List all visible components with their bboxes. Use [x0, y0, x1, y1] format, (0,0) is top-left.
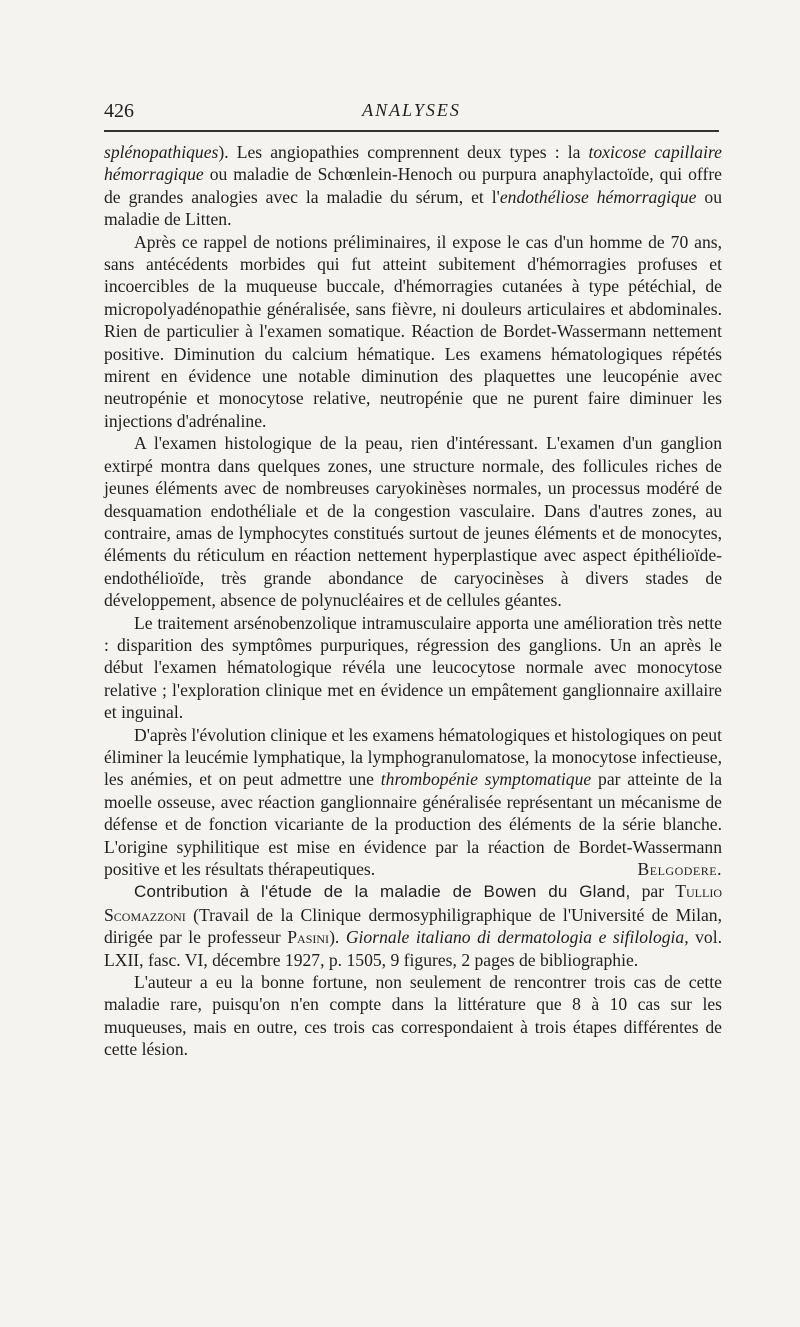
text-run: D'après l'évolution clinique et les examens hématologiques et histologiques on peut éliminer la leucémie lymphatique, la lymphogranulomatose, la monocytose infectieuse, les anémies, et on peut admettre une: [104, 724, 722, 790]
paragraph: [104, 724, 722, 881]
journal-title: Giornale italiano di dermatologia e sifilologia,: [345, 927, 689, 948]
italic-term: splénopathiques: [104, 142, 219, 162]
text-run: ou maladie de Schœnlein-Henoch ou purpura anaphylactoïde, qui offre de grandes analogies avec la maladie du sérum, et l': [104, 164, 722, 207]
reference-details: vol. LXII, fasc. VI, décembre 1927, p. 1505, 9 figures, 2 pages de bibliographie.: [104, 927, 723, 970]
paragraph: Après ce rappel de notions préliminaires, il expose le cas d'un homme de 70 ans, sans antécédents morbides qui fut atteint subitement d'hémorragies profuses et incoercibles de la muqueuse buccale, d'hémorragies cutanées à type pétéchial, de micropolyadénopathie généralisée, sans fièvre, ni douleurs articulaires et abdominales. Rien de particulier à l'examen somatique. Réaction de Bordet-Wassermann nettement positive. Diminution du calcium hématique. Les examens hématologiques répétés mirent en évidence une notable diminution des plaquettes une leucopénie avec neutropénie et monocytose relative, neutropénie que ne purent faire diminuer les injections d'adrénaline.: [104, 231, 722, 431]
italic-term: thrombopénie symptomatique: [380, 769, 592, 790]
running-title: ANALYSES: [362, 100, 461, 120]
paragraph: A l'examen histologique de la peau, rien d'intéressant. L'examen d'un ganglion extirpé montra dans quelques zones, une structure normale, des follicules riches de jeunes éléments avec de nombreuses caryokinèses normales, un processus modéré de desquamation endothéliale et de la congestion vasculaire. Dans d'autres zones, au contraire, amas de lymphocytes constitués surtout de jeunes éléments et de monocytes, éléments du réticulum en réaction nettement hyperplastique avec aspect épithélioïde-endothélioïde, très grande abondance de caryocinèses à divers stades de développement, absence de polynucléaires et de cellules géantes.: [104, 433, 722, 611]
running-header: [104, 100, 719, 122]
text-run: par: [630, 881, 676, 902]
text-run: ). Les angiopathies comprennent deux types : la: [218, 142, 589, 162]
italic-term: endothéliose hémorragique: [499, 186, 697, 207]
article-heading: [104, 880, 722, 971]
article-title: Contribution à l'étude de la maladie de Bowen du Gland,: [134, 882, 631, 902]
text-run: par atteinte de la moelle osseuse, avec réaction ganglionnaire généralisée représentant un mécanisme de défense et de fonction vicariante de la production des éléments de la série blanche. L'origine syphilitique est mise en évidence par la réaction de Bordet-Wassermann positive et les résultats thérapeutiques.: [104, 769, 723, 879]
paragraph: Le traitement arsénobenzolique intramusculaire apporta une amélioration très nette : disparition des symptômes purpuriques, régression des ganglions. Un an après le début l'examen hématologique révéla une leucocytose normale avec monocytose relative ; l'exploration clinique met en évidence un empâtement ganglionnaire axillaire et inguinal.: [104, 612, 722, 723]
page-number: 426: [104, 100, 134, 122]
text-run: (Travail de la Clinique dermosyphiligraphique de l'Université de Milan, dirigée par le professeur: [104, 904, 722, 948]
signature: Belgodere.: [637, 859, 722, 879]
italic-term: toxicose capillaire hémorragique: [104, 142, 722, 185]
body-text: [104, 141, 722, 1061]
header-rule: [104, 130, 719, 132]
author-name: Tullio Scomazzoni: [104, 881, 722, 925]
paragraph: [104, 141, 722, 231]
professor-name: Pasini: [287, 927, 330, 948]
text-run: ou maladie de Litten.: [104, 186, 723, 230]
paragraph: L'auteur a eu la bonne fortune, non seulement de rencontrer trois cas de cette maladie rare, puisqu'on n'en compte dans la littérature que 8 à 10 cas sur les muqueuses, mais en outre, ces trois cas correspondaient à trois étapes différentes de cette lésion.: [104, 972, 722, 1060]
text-run: ).: [329, 927, 346, 948]
